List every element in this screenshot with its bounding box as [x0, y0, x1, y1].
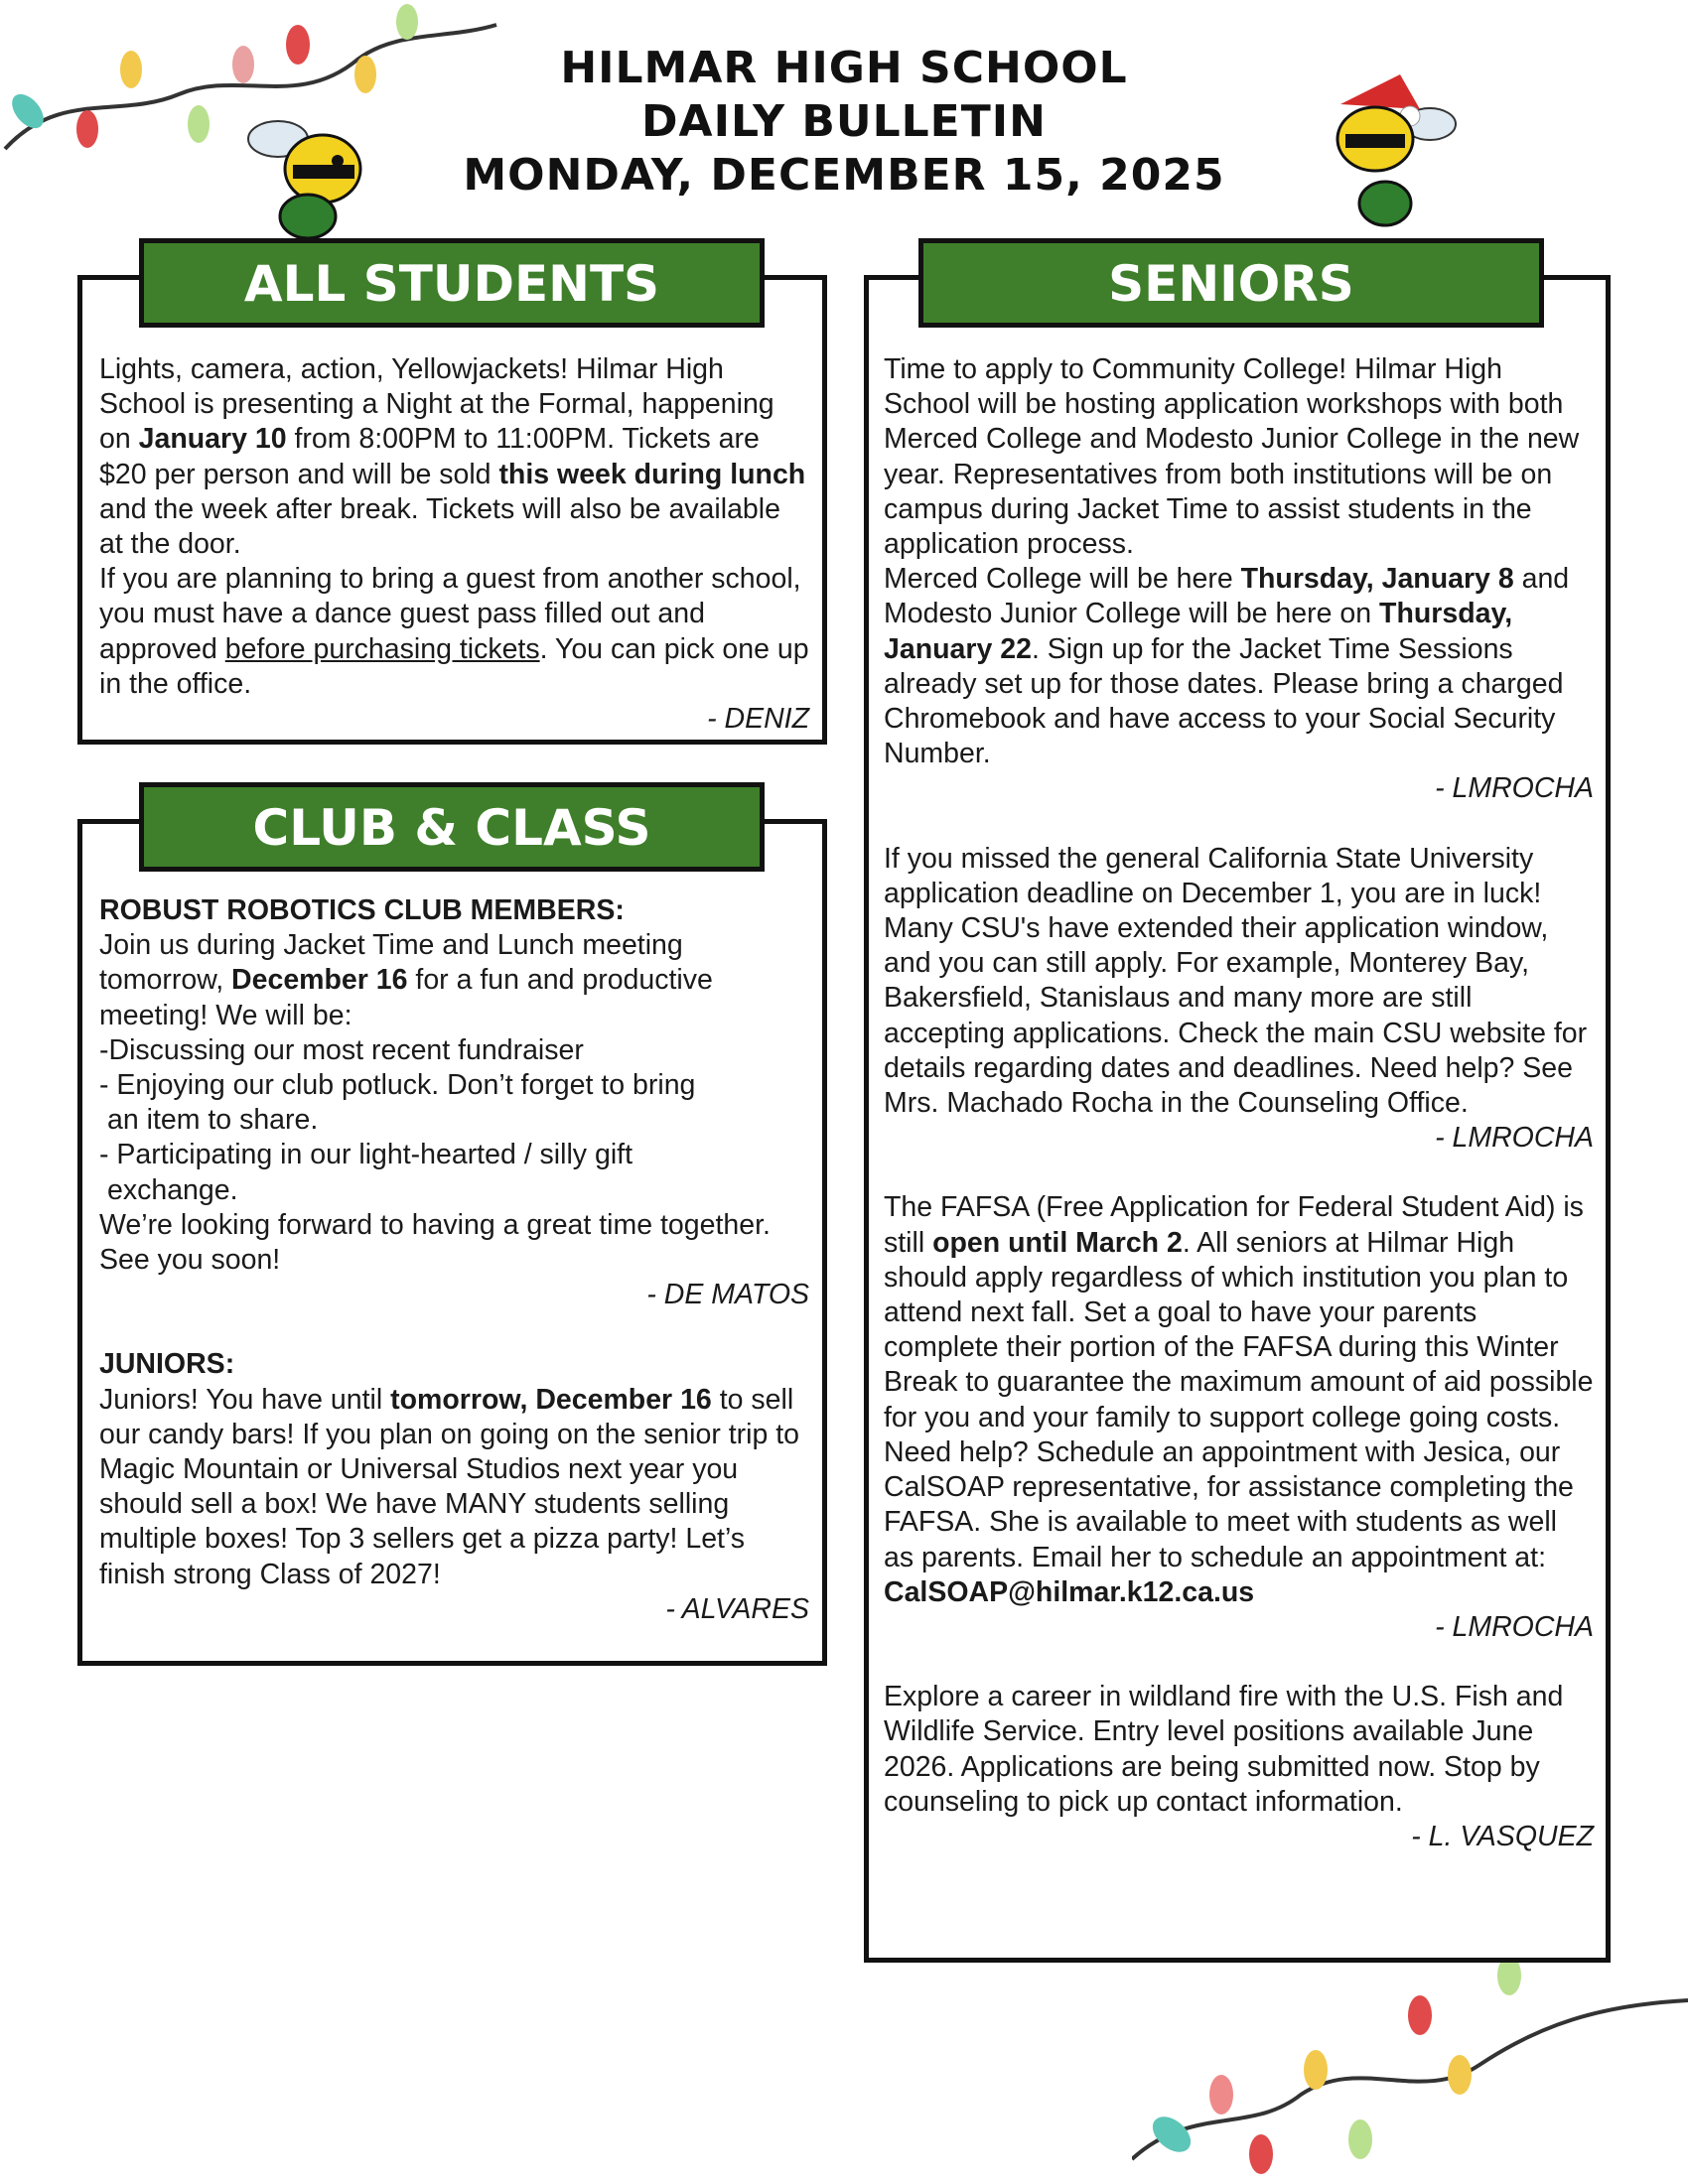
- list-item: - Participating in our light-hearted / silly gift: [99, 1139, 633, 1171]
- bulletin-header: [0, 42, 1688, 203]
- text: and Modesto Junior College will be here on: [884, 563, 1570, 630]
- signature: - LMROCHA: [1435, 1610, 1594, 1643]
- text: The FAFSA (Free Application for Federal Student Aid) is still: [884, 1191, 1584, 1259]
- text: and the week after break. Tickets will also be available at the door.: [99, 492, 780, 561]
- signature: - ALVARES: [665, 1592, 809, 1625]
- all-students-tab: ALL STUDENTS: [139, 238, 765, 328]
- merced-date: Thursday, January 8: [1240, 563, 1514, 596]
- robotics-para: [99, 928, 809, 1033]
- robotics-closing: We’re looking forward to having a great time together. See you soon!: [99, 1208, 771, 1277]
- text: . Sign up for the Jacket Time Sessions already set up for those dates. Please bring a charged Chromebook and have access to your Social Security Number.: [884, 632, 1564, 770]
- text: . All seniors at Hilmar High should apply regardless of which institution you plan to attend next fall. Set a goal to have your parents complete their portion of the FAFSA during this Winter Break to guarantee the maximum amount of aid possible for you and your family to support college going costs. Need help? Schedule an appointment with Jesica, our CalSOAP representative, for assistance completing the FAFSA. She is available to meet with students as well as parents. Email her to schedule an appointment at:: [884, 1226, 1594, 1573]
- text: If you are planning to bring a guest from another school, you must have a dance guest pass filled out and approved: [99, 563, 801, 665]
- wildland-fire-para: Explore a career in wildland fire with the U.S. Fish and Wildlife Service. Entry level positions available June 2026. Applications are being submitted now. Stop by counseling to pick up contact information.: [884, 1681, 1564, 1818]
- list-item-cont: an item to share.: [107, 1104, 319, 1137]
- signature: - DE MATOS: [646, 1279, 809, 1311]
- signature: - DENIZ: [707, 703, 809, 736]
- seniors-tab: SENIORS: [918, 238, 1544, 328]
- sale-time: this week during lunch: [498, 458, 806, 490]
- bulletin-date: MONDAY, DECEMBER 15, 2025: [463, 150, 1225, 201]
- text: for a fun and productive meeting! We will be:: [99, 964, 713, 1031]
- club-class-tab: CLUB & CLASS: [139, 782, 765, 872]
- robotics-heading: ROBUST ROBOTICS CLUB MEMBERS:: [99, 894, 625, 926]
- text: from 8:00PM to 11:00PM. Tickets are $20 per person and will be sold: [99, 423, 760, 490]
- club-class-content: [99, 893, 809, 1627]
- seniors-content: [884, 352, 1594, 1854]
- cc-para-1: Time to apply to Community College! Hilmar High School will be hosting application workshops with both Merced College and Modesto Junior College in the new year. Representatives from both institutions will be on campus during Jacket Time to assist students in the application process.: [884, 353, 1580, 561]
- meeting-date: December 16: [231, 964, 408, 997]
- fafsa-deadline: open until March 2: [932, 1226, 1183, 1259]
- event-date: January 10: [138, 423, 287, 456]
- signature: - L. VASQUEZ: [1411, 1820, 1594, 1852]
- all-students-content: [99, 352, 809, 737]
- fafsa-para: [884, 1190, 1594, 1609]
- text: Join us during Jacket Time and Lunch meeting tomorrow,: [99, 929, 683, 997]
- list-item: -Discussing our most recent fundraiser: [99, 1033, 584, 1066]
- text: . You can pick one up in the office.: [99, 632, 809, 700]
- christmas-lights-bottom-right: [1132, 1946, 1688, 2184]
- bulletin-title: DAILY BULLETIN: [641, 96, 1047, 147]
- deadline: tomorrow, December 16: [390, 1383, 712, 1416]
- text: Juniors! You have until: [99, 1383, 391, 1416]
- list-item: - Enjoying our club potluck. Don’t forget to bring: [99, 1069, 696, 1102]
- juniors-para: [99, 1383, 809, 1592]
- all-students-para-2: [99, 562, 809, 702]
- text: to sell our candy bars! If you plan on going on the senior trip to Magic Mountain or Universal Studios next year you should sell a box! We have MANY students selling multiple boxes! Top 3 sellers get a pizza party! Let’s finish strong Class of 2027!: [99, 1383, 800, 1590]
- cc-para-2: [884, 562, 1594, 771]
- text: Merced College will be here: [884, 563, 1241, 596]
- signature: - LMROCHA: [1435, 772, 1594, 805]
- csu-para: If you missed the general California State University application deadline on December 1, you are in luck! Many CSU's have extended their application window, and you can still apply. For example, Monterey Bay, Bakersfield, Stanislaus and many more are still accepting applications. Check the main CSU website for details regarding dates and deadlines. Need help? See Mrs. Machado Rocha in the Counseling Office.: [884, 842, 1588, 1120]
- list-item-cont: exchange.: [107, 1173, 238, 1206]
- calsoap-email: CalSOAP@hilmar.k12.ca.us: [884, 1575, 1255, 1608]
- all-students-para-1: [99, 352, 809, 562]
- mjc-date: Thursday, January 22: [884, 598, 1513, 665]
- school-name: HILMAR HIGH SCHOOL: [560, 43, 1128, 93]
- emphasis-underline: before purchasing tickets: [224, 632, 540, 665]
- juniors-heading: JUNIORS:: [99, 1348, 235, 1381]
- text: Lights, camera, action, Yellowjackets! Hilmar High School is presenting a Night at the Formal, happening on: [99, 353, 774, 456]
- signature: - LMROCHA: [1435, 1122, 1594, 1155]
